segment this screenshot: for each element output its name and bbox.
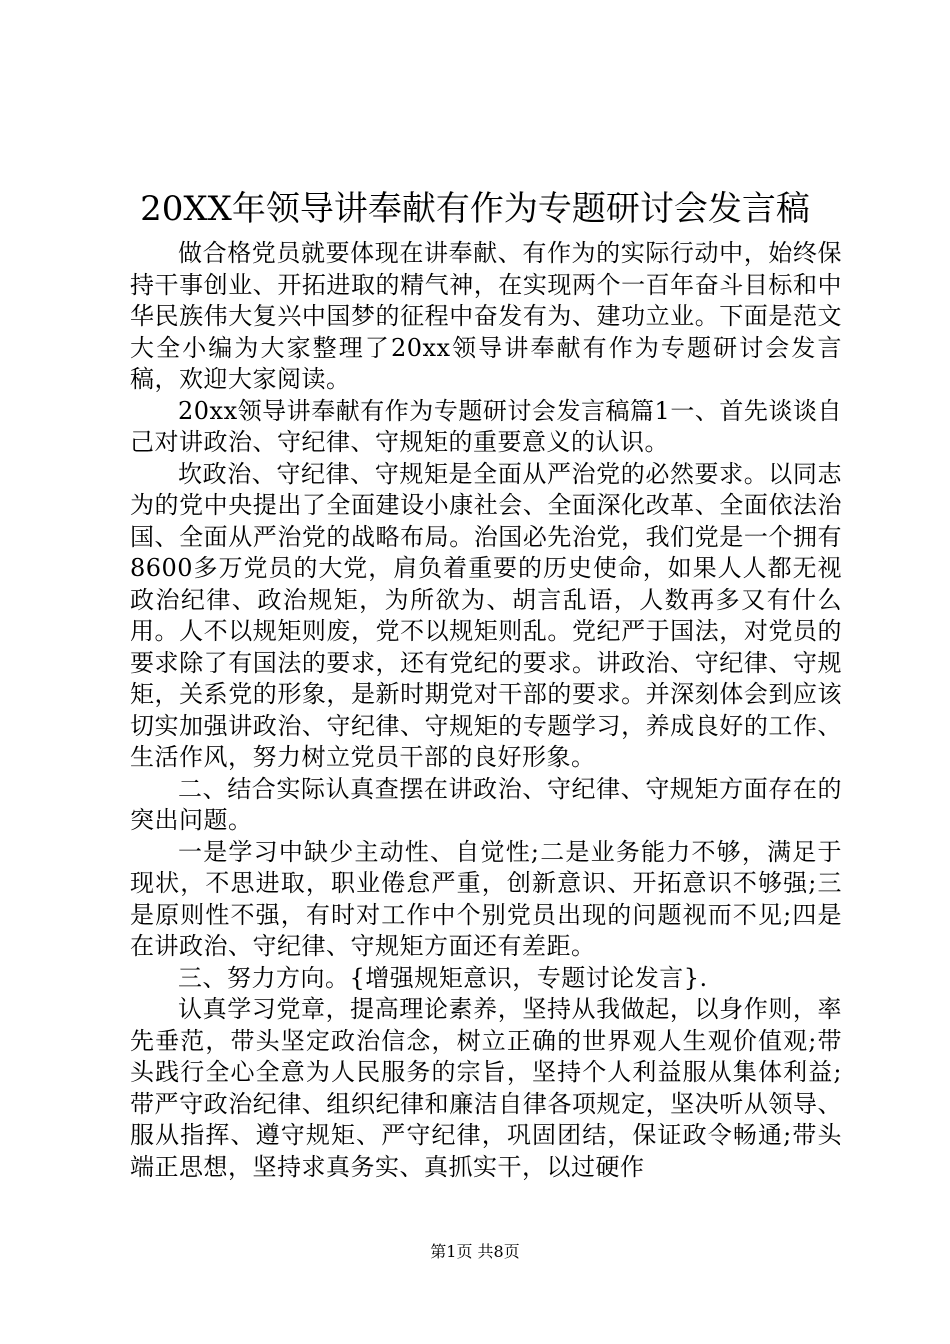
document-body	[130, 238, 842, 1183]
paragraph-intro: 做合格党员就要体现在讲奉献、有作为的实际行动中，始终保持干事创业、开拓进取的精气神，在实现两个一百年奋斗目标和中华民族伟大复兴中国梦的征程中奋发有为、建功立业。下面是范文大全小编为大家整理了20xx领导讲奉献有作为专题研讨会发言稿，欢迎大家阅读。	[130, 239, 842, 393]
paragraph-section-three: 三、努力方向。{增强规矩意识，专题讨论发言}.	[178, 963, 708, 992]
document-title: 20XX年领导讲奉献有作为专题研讨会发言稿	[140, 189, 810, 229]
paragraph-section-heading: 20xx领导讲奉献有作为专题研讨会发言稿篇1一、首先谈谈自己对讲政治、守纪律、守规矩的重要意义的认识。	[130, 396, 842, 456]
paragraph-direction: 认真学习党章，提高理论素养，坚持从我做起，以身作则，率先垂范，带头坚定政治信念，树立正确的世界观人生观价值观;带头践行全心全意为人民服务的宗旨，坚持个人利益服从集体利益;带严守政治纪律、组织纪律和廉洁自律各项规定，坚决听从领导、服从指挥、遵守规矩、严守纪律，巩固团结，保证政令畅通;带头端正思想，坚持求真务实、真抓实干，以过硬作	[130, 995, 842, 1181]
page-number: 第1页 共8页	[430, 1242, 520, 1261]
paragraph-problems: 一是学习中缺少主动性、自觉性;二是业务能力不够，满足于现状，不思进取，职业倦怠严重，创新意识、开拓意识不够强;三是原则性不强，有时对工作中个别党员出现的问题视而不见;四是在讲政治、守纪律、守规矩方面还有差距。	[130, 837, 842, 960]
paragraph-significance: 坎政治、守纪律、守规矩是全面从严治党的必然要求。以同志为的党中央提出了全面建设小康社会、全面深化改革、全面依法治国、全面从严治党的战略布局。治国必先治党，我们党是一个拥有8600多万党员的大党，肩负着重要的历史使命，如果人人都无视政治纪律、政治规矩，为所欲为、胡言乱语，人数再多又有什么用。人不以规矩则废，党不以规矩则乱。党纪严于国法，对党员的要求除了有国法的要求，还有党纪的要求。讲政治、守纪律、守规矩，关系党的形象，是新时期党对干部的要求。并深刻体会到应该切实加强讲政治、守纪律、守规矩的专题学习，养成良好的工作、生活作风，努力树立党员干部的良好形象。	[130, 459, 842, 771]
paragraph-section-two: 二、结合实际认真查摆在讲政治、守纪律、守规矩方面存在的突出问题。	[130, 774, 842, 834]
